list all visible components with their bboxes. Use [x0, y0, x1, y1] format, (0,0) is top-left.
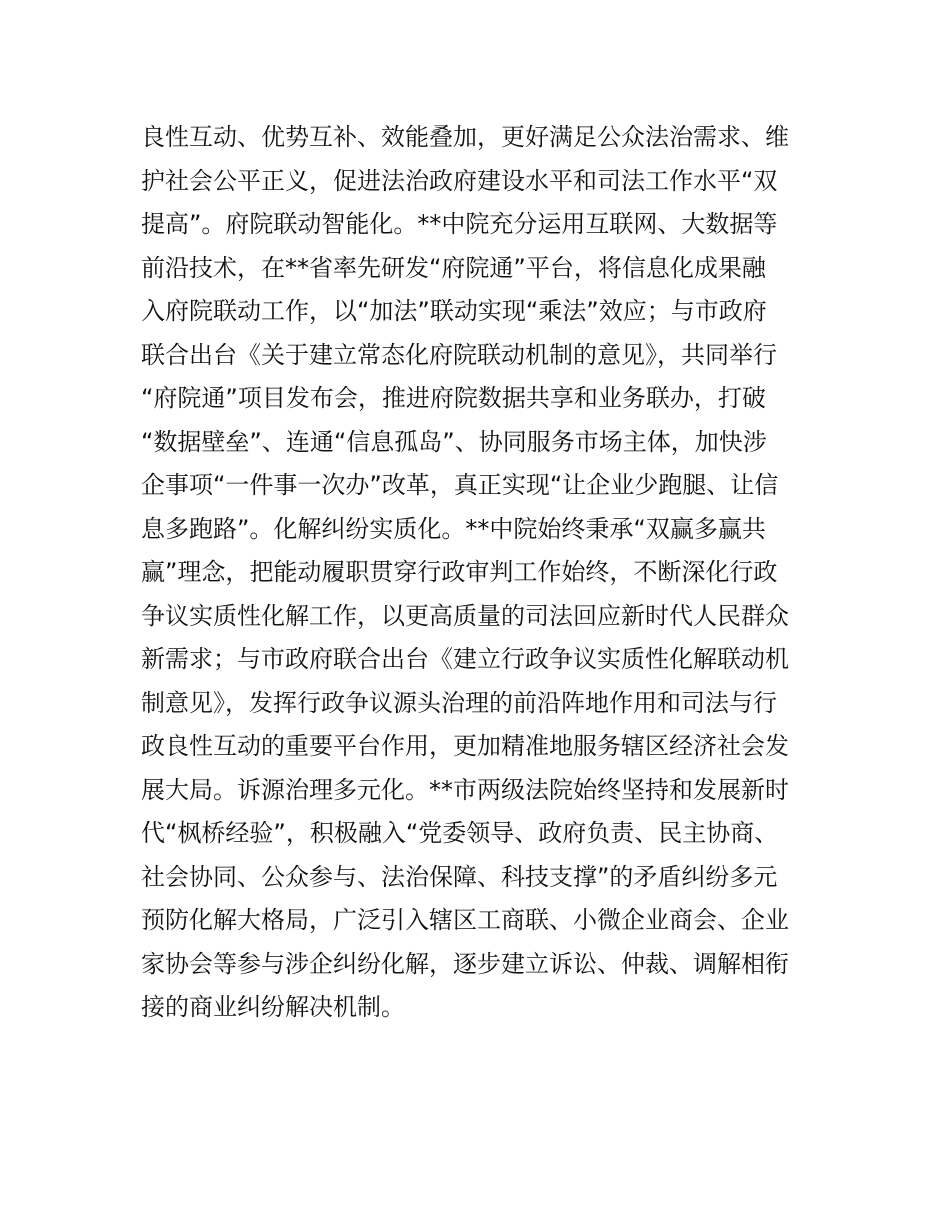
- text-line: 社会协同、公众参与、法治保障、科技支撑”的矛盾纠纷多元: [141, 862, 778, 891]
- text-line: 接的商业纠纷解决机制。: [141, 993, 405, 1021]
- text-line: 良性互动、优势互补、效能叠加，更好满足公众法治需求、维: [141, 123, 789, 151]
- text-line: 代“枫桥经验”，积极融入“党委领导、政府负责、民主协商、: [141, 819, 779, 847]
- text-line: 家协会等参与涉企纠纷化解，逐步建立诉讼、仲裁、调解相衔: [141, 949, 789, 978]
- text-line: 前沿技术，在**省率先研发“府院通”平台，将信息化成果融: [141, 253, 766, 282]
- text-line: 争议实质性化解工作，以更高质量的司法回应新时代人民群众: [141, 601, 789, 630]
- body-paragraph: [141, 116, 831, 1030]
- text-line: 入府院联动工作，以“加法”联动实现“乘法”效应；与市政府: [141, 297, 767, 325]
- text-line: 联合出台《关于建立常态化府院联动机制的意见》，共同举行: [141, 340, 777, 369]
- text-line: 预防化解大格局，广泛引入辖区工商联、小微企业商会、企业: [141, 906, 789, 934]
- text-line: 新需求；与市政府联合出台《建立行政争议实质性化解联动机: [141, 645, 789, 673]
- text-line: 息多跑路”。化解纠纷实质化。**中院始终秉承“双赢多赢共: [141, 514, 766, 543]
- text-line: “府院通”项目发布会，推进府院数据共享和业务联办，打破: [141, 384, 766, 412]
- text-line: 护社会公平正义，促进法治政府建设水平和司法工作水平“双: [141, 166, 778, 195]
- text-line: 展大局。诉源治理多元化。**市两级法院始终坚持和发展新时: [141, 775, 789, 804]
- text-line: 制意见》，发挥行政争议源头治理的前沿阵地作用和司法与行: [141, 688, 777, 717]
- text-line: 赢”理念，把能动履职贯穿行政审判工作始终，不断深化行政: [141, 558, 778, 586]
- text-line: 企事项“一件事一次办”改革，真正实现“让企业少跑腿、让信: [141, 471, 779, 499]
- text-line: 政良性互动的重要平台作用，更加精准地服务辖区经济社会发: [141, 732, 789, 760]
- text-line: “数据壁垒”、连通“信息孤岛”、协同服务市场主体，加快涉: [141, 427, 767, 456]
- text-line: 提高”。府院联动智能化。**中院充分运用互联网、大数据等: [141, 210, 778, 238]
